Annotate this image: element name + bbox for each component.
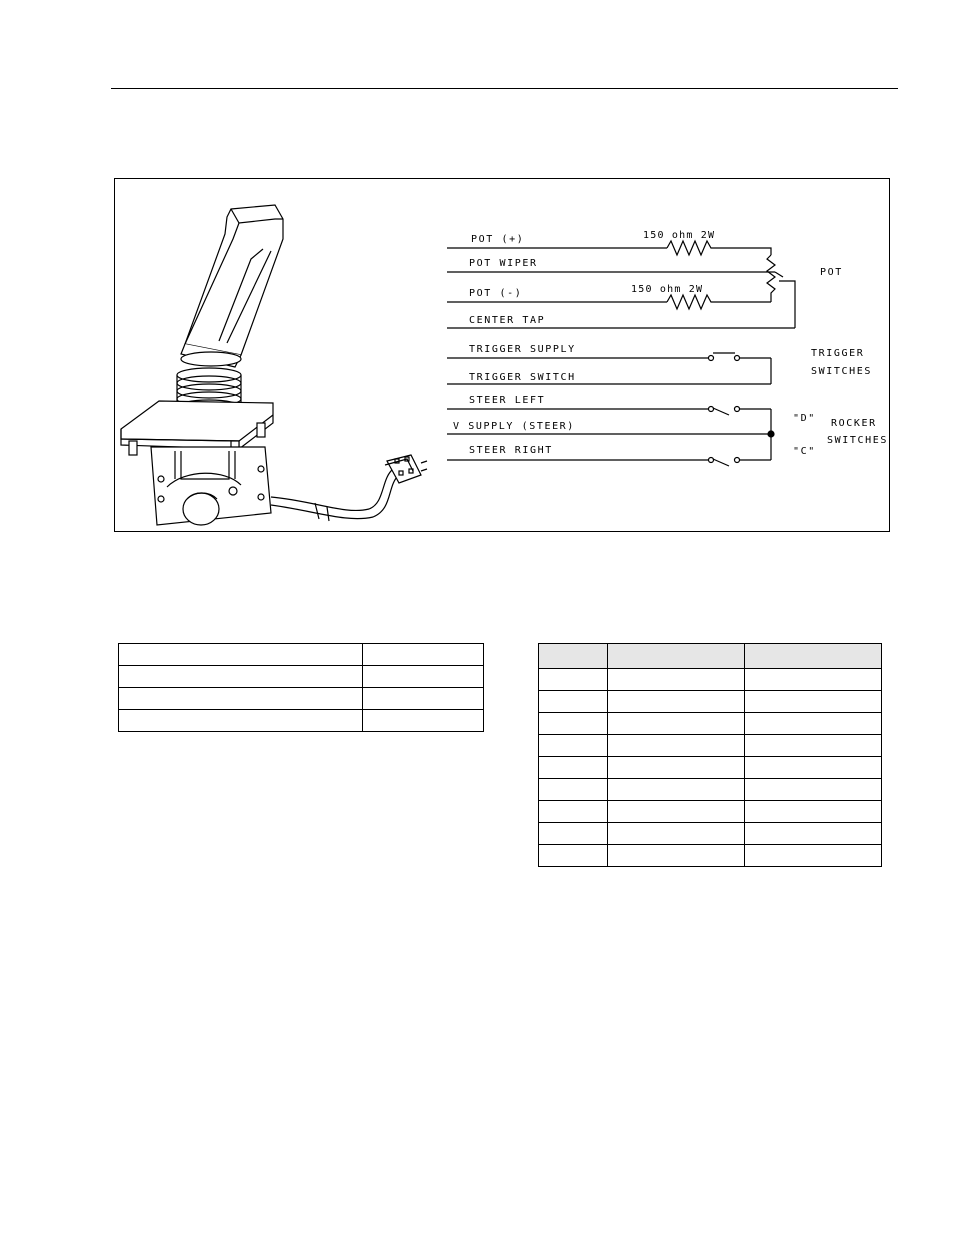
table-cell bbox=[539, 757, 608, 779]
wire-label-steer-right: STEER RIGHT bbox=[469, 445, 553, 456]
trigger-label-line1: TRIGGER bbox=[811, 348, 865, 359]
table-cell bbox=[608, 801, 745, 823]
left-table bbox=[118, 643, 484, 732]
figure-svg bbox=[115, 179, 891, 533]
table-cell bbox=[539, 691, 608, 713]
table-row bbox=[539, 757, 882, 779]
table-cell bbox=[608, 823, 745, 845]
table-row bbox=[539, 779, 882, 801]
table-row bbox=[119, 644, 484, 666]
table-header-cell bbox=[745, 644, 882, 669]
table-row bbox=[539, 691, 882, 713]
resistor-label-top: 150 ohm 2W bbox=[643, 230, 716, 241]
table-cell bbox=[539, 823, 608, 845]
table-cell bbox=[608, 779, 745, 801]
joystick-wiring-figure bbox=[114, 178, 890, 532]
wire-label-pot-wiper: POT WIPER bbox=[469, 258, 538, 269]
table-cell bbox=[745, 735, 882, 757]
table-cell bbox=[119, 710, 363, 732]
wire-label-trigger-switch: TRIGGER SWITCH bbox=[469, 372, 576, 383]
table-row bbox=[119, 710, 484, 732]
wire-label-steer-left: STEER LEFT bbox=[469, 395, 546, 406]
table-row bbox=[119, 688, 484, 710]
wire-label-v-supply-steer: V SUPPLY (STEER) bbox=[453, 421, 575, 432]
table-row bbox=[539, 735, 882, 757]
table-cell bbox=[608, 735, 745, 757]
joystick-illustration bbox=[121, 205, 427, 525]
table-cell bbox=[745, 669, 882, 691]
wire-label-trigger-supply: TRIGGER SUPPLY bbox=[469, 344, 576, 355]
table-cell bbox=[608, 713, 745, 735]
table-row bbox=[539, 801, 882, 823]
table-row bbox=[539, 669, 882, 691]
table-cell bbox=[745, 757, 882, 779]
rocker-label-line1: ROCKER bbox=[831, 418, 877, 429]
pot-label: POT bbox=[820, 267, 843, 278]
table-cell bbox=[745, 779, 882, 801]
table-cell bbox=[539, 801, 608, 823]
table-cell bbox=[608, 669, 745, 691]
table-cell bbox=[363, 644, 484, 666]
table-cell bbox=[119, 644, 363, 666]
table-header-cell bbox=[539, 644, 608, 669]
wire-label-pot-plus: POT (+) bbox=[471, 234, 525, 245]
table-cell bbox=[745, 691, 882, 713]
table-cell bbox=[119, 666, 363, 688]
trigger-label-line2: SWITCHES bbox=[811, 366, 872, 377]
table-cell bbox=[745, 845, 882, 867]
table-cell bbox=[363, 666, 484, 688]
table-cell bbox=[363, 688, 484, 710]
resistor-label-bottom: 150 ohm 2W bbox=[631, 284, 704, 295]
table-cell bbox=[539, 779, 608, 801]
table-cell bbox=[539, 735, 608, 757]
wire-label-pot-minus: POT (-) bbox=[469, 288, 523, 299]
table-cell bbox=[119, 688, 363, 710]
table-header-row bbox=[539, 644, 882, 669]
table-cell bbox=[608, 691, 745, 713]
table-header-cell bbox=[608, 644, 745, 669]
table-cell bbox=[539, 669, 608, 691]
rocker-c-label: "C" bbox=[793, 446, 816, 457]
rocker-label-line2: SWITCHES bbox=[827, 435, 888, 446]
table-row bbox=[539, 823, 882, 845]
right-table bbox=[538, 643, 882, 867]
table-cell bbox=[363, 710, 484, 732]
table-row bbox=[119, 666, 484, 688]
table-cell bbox=[608, 757, 745, 779]
wire-label-center-tap: CENTER TAP bbox=[469, 315, 546, 326]
table-row bbox=[539, 845, 882, 867]
table-row bbox=[539, 713, 882, 735]
table-cell bbox=[539, 713, 608, 735]
table-cell bbox=[608, 845, 745, 867]
table-cell bbox=[745, 713, 882, 735]
table-cell bbox=[745, 823, 882, 845]
table-cell bbox=[745, 801, 882, 823]
header-rule bbox=[111, 88, 898, 89]
table-cell bbox=[539, 845, 608, 867]
rocker-d-label: "D" bbox=[793, 413, 816, 424]
